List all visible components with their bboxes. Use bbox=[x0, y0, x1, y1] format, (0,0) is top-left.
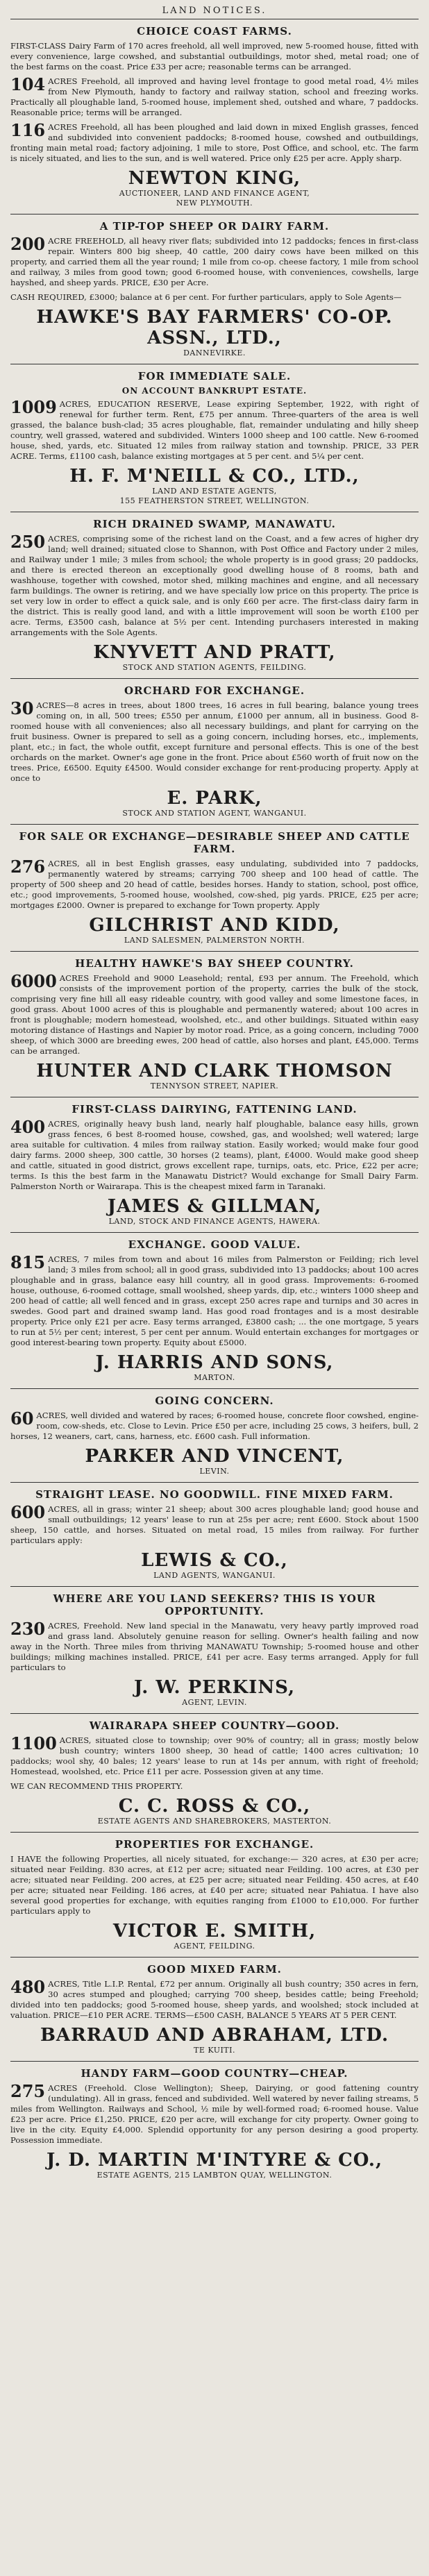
advertiser-name: PARKER AND VINCENT, bbox=[85, 1446, 344, 1467]
advertiser-name: GILCHRIST AND KIDD, bbox=[89, 915, 340, 936]
ad-body-text: ACRES Freehold, all has been ploughed and laid down in mixed English grasses, fenced and subdivided into convenient paddocks; 8-roomed house, cowshed and outbuildings, fronting main metal road; factory adjoining, 1 mile to store, Post Office, and school, etc. The farm is nicely situated, and lies to the sun, and is well watered. Price only £25 per acre. Apply sharp. bbox=[10, 122, 419, 163]
advertiser-address: ESTATE AGENTS, 215 LAMBTON QUAY, WELLINGTON. bbox=[96, 2171, 333, 2180]
advertiser-address: LAND AND ESTATE AGENTS, bbox=[152, 487, 277, 496]
ad-paragraph bbox=[10, 534, 419, 638]
ad-body-text: ACRES, all in best English grasses, easy undulating, subdivided into 7 paddocks, permanently watered by streams; carrying 700 sheep and 100 head of cattle. The property of 500 sheep and 20 head of cattle, besides horses. Handy to station, school, post office, etc.; good improvements, 5-roomed house, woolshed, cow-shed, pig yards. PRICE, £25 per acre; mortgages £2000. Owner is prepared to exchange for Town property. Apply bbox=[10, 859, 419, 910]
ad-body-text: ACRES, situated close to township; over 90% of country; all in grass; mostly below bush country; winters 1800 sheep, 30 head of cattle; 1400 acres cultivation; 10 paddocks; wool shy, 40 bales; 12 years' lease to run at 14s per annum, with right of freehold; Homestead, woolshed, etc. Price £11 per acre. Possession given at any time. bbox=[10, 1735, 419, 1776]
ad-body-text: ACRES, 7 miles from town and about 16 miles from Palmerston or Feilding; rich level land; 3 miles from school; all in good grass, subdivided into 13 paddocks; about 100 acres ploughable and in grass, balance easy hill country, all in good grass. Improvements: 6-roomed house, outhouse, 6-roomed cottage, small woolshed, sheep yards, dip, etc.; winters 1000 sheep and 200 head of cattle; all well fenced and in grass, except 250 acres rape and turnips and 30 acres in swedes. Good part and drained swamp land. Has good road frontages and is a most desirable property. Price only £21 per acre. Easy terms arranged, £3800 cash; ... the one mortgage, 5 years to run at 5½ per cent; interest, 5 per cent per annum. Would entertain exchanges for mortgages or good interest-bearing town property. Equity about £5000. bbox=[10, 1254, 419, 1347]
ad-paragraph bbox=[10, 1781, 419, 1792]
advertiser-block bbox=[10, 1446, 419, 1476]
ad-paragraph bbox=[10, 1504, 419, 1546]
land-notices-page bbox=[10, 0, 419, 2190]
acreage-figure: 116 bbox=[10, 120, 46, 140]
ad-paragraph bbox=[10, 700, 419, 784]
advertiser-block bbox=[10, 168, 419, 208]
ad-paragraph bbox=[10, 1119, 419, 1192]
ad-body-text: ACRES Freehold and 9000 Leasehold; rental, £93 per annum. The Freehold, which consists of the improvement portion of the property, carries the bulk of the stock, comprising very fine hill all easy rideable country, with good valley and some limestone faces, in good grass. About 1000 acres of this is ploughable and permanently watered; about 100 acres in front is ploughable; modern homestead, woolshed, etc., and other buildings. Situated within easy motoring distance of Hastings and Napier by motor road. Price, as a going concern, including 7000 sheep, of which 3000 are breeding ewes, 200 head of cattle, also horses and plant, £45,000. Terms can be arranged. bbox=[10, 973, 419, 1056]
ad-paragraph bbox=[10, 2083, 419, 2146]
ad-paragraph bbox=[10, 292, 419, 303]
land-ad bbox=[10, 1586, 419, 1713]
advertiser-block bbox=[10, 1921, 419, 1951]
acreage-figure: 1100 bbox=[10, 1733, 57, 1753]
ad-paragraph bbox=[10, 399, 419, 462]
advertiser-address: AGENT, LEVIN. bbox=[182, 1698, 247, 1707]
acreage-figure: 400 bbox=[10, 1117, 46, 1137]
acreage-figure: 600 bbox=[10, 1502, 46, 1522]
acreage-figure: 230 bbox=[10, 1619, 46, 1639]
ad-body-text: CASH REQUIRED, £3000; balance at 6 per cent. For further particulars, apply to Sole Agents— bbox=[10, 292, 402, 302]
land-ad bbox=[10, 512, 419, 678]
ad-heading: GOOD MIXED FARM. bbox=[147, 1963, 282, 1976]
land-ad bbox=[10, 824, 419, 951]
advertiser-address: TE KUITI. bbox=[194, 2046, 235, 2055]
column-masthead: LAND NOTICES. bbox=[162, 6, 267, 16]
advertiser-address: LAND, STOCK AND FINANCE AGENTS, HAWERA. bbox=[108, 1217, 321, 1226]
acreage-figure: 104 bbox=[10, 74, 46, 94]
ad-heading: HANDY FARM—GOOD COUNTRY—CHEAP. bbox=[81, 2067, 348, 2080]
ad-heading: RICH DRAINED SWAMP, MANAWATU. bbox=[93, 518, 336, 530]
advertiser-block bbox=[10, 1196, 419, 1227]
land-ad bbox=[10, 1713, 419, 1832]
ad-body-text: FIRST-CLASS Dairy Farm of 170 acres freehold, all well improved, new 5-roomed house, fitted with every convenience, large cowshed, and substantial outbuildings, motor shed, metal road; one of the best farms on the coast. Price £33 per acre; reasonable terms can be arranged. bbox=[10, 41, 419, 71]
ad-paragraph bbox=[10, 236, 419, 288]
advertiser-block bbox=[10, 2025, 419, 2055]
ad-paragraph bbox=[10, 859, 419, 911]
advertiser-name: JAMES & GILLMAN, bbox=[107, 1196, 322, 1217]
ad-heading: A TIP-TOP SHEEP OR DAIRY FARM. bbox=[99, 220, 330, 233]
advertiser-address: LEVIN. bbox=[199, 1467, 230, 1476]
advertiser-name: J. HARRIS AND SONS, bbox=[95, 1352, 334, 1373]
ad-heading: CHOICE COAST FARMS. bbox=[137, 25, 292, 37]
advertiser-name: C. C. ROSS & CO., bbox=[118, 1796, 311, 1817]
advertiser-block bbox=[10, 915, 419, 945]
acreage-figure: 1009 bbox=[10, 397, 57, 417]
land-ad bbox=[10, 1957, 419, 2061]
advertiser-name: BARRAUD AND ABRAHAM, LTD. bbox=[40, 2025, 389, 2046]
ad-body-text: ACRES, EDUCATION RESERVE, Lease expiring September, 1922, with right of renewal for further term. Rent, £75 per annum. Three-quarters of the area is well grassed, the balance bush-clad; 35 acres ploughable, flat, remainder undulating and hilly sheep country, well grassed, watered and subdivided. Winters 1000 sheep and 100 cattle. New 6-roomed house, shed, yards, etc. Situated 12 miles from railway station and township. PRICE, 33 PER ACRE. Terms, £1100 cash, balance existing mortgages at 5 per cent. and 5¼ per cent. bbox=[10, 399, 419, 461]
ad-heading: WAIRARAPA SHEEP COUNTRY—GOOD. bbox=[89, 1719, 340, 1732]
ad-body-text: ACRES, Title L.I.P. Rental, £72 per annum. Originally all bush country; 350 acres in fern, 30 acres stumped and ploughed; carrying 700 sheep, besides cattle; being Freehold; divided into ten paddocks; good 5-roomed house, sheep yards, and woolshed; stock included at valuation. PRICE—£10 PER ACRE. TERMS—£500 CASH, BALANCE 5 YEARS AT 5 PER CENT. bbox=[10, 1979, 419, 2020]
land-ad bbox=[10, 364, 419, 512]
advertiser-address: DANNEVIRKE. bbox=[183, 348, 246, 357]
advertiser-address: LAND AGENTS, WANGANUI. bbox=[153, 1571, 276, 1580]
ad-paragraph bbox=[10, 41, 419, 72]
advertiser-block bbox=[10, 1061, 419, 1091]
advertiser-name: HAWKE'S BAY FARMERS' CO-OP. ASSN., LTD., bbox=[36, 307, 393, 348]
advertiser-name: J. W. PERKINS, bbox=[133, 1677, 296, 1698]
ad-body-text: WE CAN RECOMMEND THIS PROPERTY. bbox=[10, 1781, 183, 1791]
advertiser-name: E. PARK, bbox=[167, 788, 262, 809]
land-ad bbox=[10, 19, 419, 214]
advertiser-block bbox=[10, 1352, 419, 1383]
advertiser-name: NEWTON KING, bbox=[128, 168, 301, 189]
classified-ads-column bbox=[10, 19, 419, 2186]
advertiser-address: 155 FEATHERSTON STREET, WELLINGTON. bbox=[119, 496, 310, 505]
ad-heading: FOR IMMEDIATE SALE. bbox=[137, 370, 292, 382]
advertiser-address: AGENT, FEILDING. bbox=[174, 1942, 255, 1951]
advertiser-address: STOCK AND STATION AGENT, WANGANUI. bbox=[122, 809, 307, 818]
ad-paragraph bbox=[10, 122, 419, 164]
land-ad bbox=[10, 214, 419, 364]
ad-heading: PROPERTIES FOR EXCHANGE. bbox=[115, 1838, 314, 1851]
ad-heading: STRAIGHT LEASE. NO GOODWILL. FINE MIXED FARM. bbox=[35, 1488, 394, 1501]
acreage-figure: 60 bbox=[10, 1408, 34, 1429]
ad-heading: FIRST-CLASS DAIRYING, FATTENING LAND. bbox=[72, 1103, 358, 1116]
advertiser-block bbox=[10, 466, 419, 506]
ad-heading: GOING CONCERN. bbox=[155, 1395, 274, 1407]
acreage-figure: 815 bbox=[10, 1252, 46, 1272]
advertiser-name: VICTOR E. SMITH, bbox=[112, 1921, 317, 1942]
acreage-figure: 6000 bbox=[10, 971, 57, 991]
advertiser-block bbox=[10, 307, 419, 358]
ad-heading: WHERE ARE YOU LAND SEEKERS? THIS IS YOUR OPPORTUNITY. bbox=[53, 1592, 376, 1617]
acreage-figure: 30 bbox=[10, 698, 34, 718]
ad-paragraph bbox=[10, 1979, 419, 2021]
ad-body-text: I HAVE the following Properties, all nicely situated, for exchange:— 320 acres, at £30 per acre; situated near Feilding. 830 acres, at £12 per acre; situated near Feilding. 100 acres, at £30 per acre; situated near Feilding. 200 acres, at £25 per acre; situated near Feilding. 450 acres, at £40 per acre; situated near Feilding. 186 acres, at £40 per acre; situated near Pahiatua. I have also several good properties for exchange, with equities ranging from £1000 to £10,000. For further particulars apply to bbox=[10, 1854, 419, 1916]
ad-body-text: ACRES (Freehold. Close Wellington); Sheep, Dairying, or good fattening country (undulating). All in grass, fenced and subdivided. Well watered by never failing streams, 5 miles from Wellington. Railways and School, ½ mile by well-formed road; 6-roomed house. Value £23 per acre. Price £1,250. PRICE, £20 per acre, will exchange for city property. Owner going to live in the city. Equity £4,000. Splendid opportunity for any person desiring a good property. Possession immediate. bbox=[10, 2083, 419, 2145]
ad-paragraph bbox=[10, 1854, 419, 1917]
ad-subheading: ON ACCOUNT BANKRUPT ESTATE. bbox=[121, 386, 308, 396]
advertiser-name: H. F. M'NEILL & CO., LTD., bbox=[69, 466, 360, 487]
ad-body-text: ACRES, well divided and watered by races; 6-roomed house, concrete floor cowshed, engine-room, cow-sheds, etc. Close to Levin. Price £50 per acre, including 25 cows, 3 heifers, bull, 2 horses, 12 weaners, cart, cans, harness, etc. £600 cash. Full information. bbox=[10, 1411, 419, 1441]
advertiser-block bbox=[10, 1796, 419, 1826]
ad-body-text: ACRES Freehold, all improved and having level frontage to good metal road, 4½ miles from New Plymouth, handy to factory and railway station, school and freezing works. Practically all ploughable land, 5-roomed house, implement shed, outshed and whare, 7 paddocks. Reasonable price; terms will be arranged. bbox=[10, 76, 419, 117]
advertiser-block bbox=[10, 1550, 419, 1581]
advertiser-address: STOCK AND STATION AGENTS, FEILDING. bbox=[122, 663, 307, 672]
ad-paragraph bbox=[10, 1254, 419, 1348]
advertiser-name: KNYVETT AND PRATT, bbox=[93, 642, 336, 663]
land-ad bbox=[10, 1388, 419, 1482]
ad-body-text: ACRES, originally heavy bush land, nearly half ploughable, balance easy hills, grown grass fences, 6 best 8-roomed house, cowshed, gas, and woolshed; well watered; large area suitable for cultivation. 4 miles from railway station. Easily worked; would make four good dairy farms. 2000 sheep, 300 cattle, 30 horses (2 teams), plant, £4000. Would make good sheep and cattle, situated in good district, grows excellent rape, turnips, oats, etc. Price, £22 per acre; terms. Is this the best farm in the Manawatu District? Would exchange for Small Dairy Farm. Palmerston North or Wairarapa. This is the cheapest mixed farm in Taranaki. bbox=[10, 1119, 419, 1191]
advertiser-address: NEW PLYMOUTH. bbox=[176, 199, 253, 208]
acreage-figure: 275 bbox=[10, 2081, 46, 2101]
ad-heading: EXCHANGE. GOOD VALUE. bbox=[128, 1238, 301, 1251]
land-ad bbox=[10, 951, 419, 1097]
advertiser-block bbox=[10, 642, 419, 673]
ad-heading: FOR SALE OR EXCHANGE—DESIRABLE SHEEP AND CATTLE FARM. bbox=[19, 830, 410, 855]
advertiser-block bbox=[10, 788, 419, 818]
advertiser-name: HUNTER AND CLARK THOMSON bbox=[36, 1061, 393, 1081]
ad-body-text: ACRES, Freehold. New land special in the Manawatu, very heavy partly improved road and grass land. Absolutely genuine reason for selling. Owner's health failing and now away in the North. Three miles from thriving MANAWATU Township; 5-roomed house and other buildings; milking machines installed. PRICE, £41 per acre. Easy terms arranged. Apply for full particulars to bbox=[10, 1621, 419, 1672]
advertiser-address: TENNYSON STREET, NAPIER. bbox=[150, 1081, 279, 1091]
land-ad bbox=[10, 1097, 419, 1232]
advertiser-block bbox=[10, 1677, 419, 1708]
ad-body-text: ACRES, all in grass; winter 21 sheep; about 300 acres ploughable land; good house and small outbuildings; 12 years' lease to run at 25s per acre; rent £600. Stock about 1500 sheep, 150 cattle, and horses. Situated on metal road, 15 miles from railway. For further particulars apply: bbox=[10, 1504, 419, 1545]
ad-paragraph bbox=[10, 973, 419, 1057]
ad-heading: HEALTHY HAWKE'S BAY SHEEP COUNTRY. bbox=[75, 957, 354, 970]
acreage-figure: 480 bbox=[10, 1977, 46, 1997]
acreage-figure: 276 bbox=[10, 857, 46, 877]
advertiser-address: AUCTIONEER, LAND AND FINANCE AGENT, bbox=[119, 189, 310, 198]
advertiser-address: ESTATE AGENTS AND SHAREBROKERS, MASTERTON. bbox=[97, 1817, 332, 1826]
land-ad bbox=[10, 1482, 419, 1586]
ad-paragraph bbox=[10, 1408, 419, 1442]
ad-body-text: ACRE FREEHOLD, all heavy river flats; subdivided into 12 paddocks; fences in first-class repair. Winters 800 big sheep, 40 cattle, 200 dairy cows have been milked on this property, and carried them all the year round; 1 mile from co-op. cheese factory, 1 mile from school and railway, 3 miles from good town; good 6-roomed house, with conveniences, cowshells, large hayshed, and sheep yards. PRICE, £30 per Acre. bbox=[10, 236, 419, 287]
land-ad bbox=[10, 678, 419, 824]
ad-paragraph bbox=[10, 1621, 419, 1673]
advertiser-address: LAND SALESMEN, PALMERSTON NORTH. bbox=[124, 936, 305, 945]
ad-paragraph bbox=[10, 1735, 419, 1777]
ad-paragraph bbox=[10, 76, 419, 118]
advertiser-address: MARTON. bbox=[194, 1373, 235, 1382]
land-ad bbox=[10, 2061, 419, 2186]
land-ad bbox=[10, 1832, 419, 1957]
land-ad bbox=[10, 1232, 419, 1388]
advertiser-name: J. D. MARTIN M'INTYRE & CO., bbox=[46, 2150, 383, 2171]
advertiser-name: LEWIS & CO., bbox=[141, 1550, 288, 1571]
ad-body-text: ACRES—8 acres in trees, about 1800 trees, 16 acres in full bearing, balance young trees coming on, in all, 500 trees; £550 per annum, £1000 per annum, all in business. Good 8-roomed house with all conveniences; also all necessary buildings, and plant for carrying on the fruit business. Owner is prepared to sell as a going concern, including horses, etc., implements, plant, etc.; in fact, the whole outfit, except furniture and personal effects. This is one of the best orchards on the market. Owner's age gone in the front. Price about £560 worth of fruit now on the trees. Price, £6500. Equity £4500. Would consider exchange for rent-producing property. Apply at once to bbox=[10, 700, 419, 783]
advertiser-block bbox=[10, 2150, 419, 2180]
ad-heading: ORCHARD FOR EXCHANGE. bbox=[124, 684, 305, 697]
ad-body-text: ACRES, comprising some of the richest land on the Coast, and a few acres of higher dry land; well drained; situated close to Shannon, with Post Office and Factory under 2 miles, and Railway under 1 mile; 3 miles from school; the whole property is in good grass; 20 paddocks, and there is erected thereon an exceptionally good dwelling house of 8 rooms, bath and washhouse, together with cowshed, motor shed, milking machines and engine, and all necessary farm buildings. The owner is retiring, and we have specially low price on this property. The price is set very low in order to effect a quick sale, and is only £60 per acre. The first-class dairy farm in the district. This is really good land, and with a little improvement will soon be worth £100 per acre. Terms, £3500 cash, balance at 5½ per cent. Intending purchasers interested in making arrangements with the Sole Agents. bbox=[10, 534, 419, 637]
acreage-figure: 250 bbox=[10, 532, 46, 552]
acreage-figure: 200 bbox=[10, 234, 46, 254]
